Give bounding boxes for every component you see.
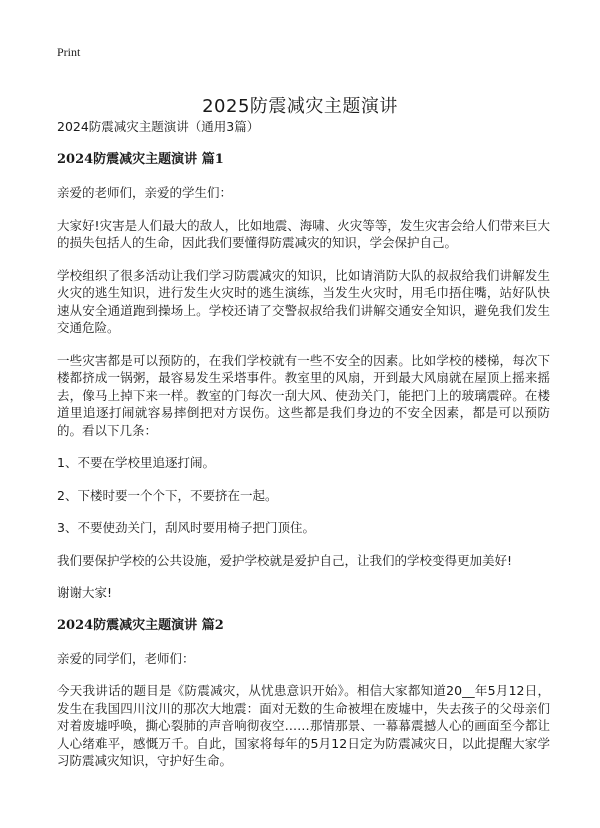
- paragraph: 学校组织了很多活动让我们学习防震减灾的知识，比如请消防大队的叔叔给我们讲解发生火灾的逃生知识，进行发生火灾时的逃生演练，当发生火灾时，用毛巾捂住嘴，站好队快速从安全通道跑到操场上。学校还请了交警叔叔给我们讲解交通安全知识，避免我们发生交通危险。: [57, 267, 550, 335]
- paragraph: 大家好!灾害是人们最大的敌人，比如地震、海啸、火灾等等，发生灾害会给人们带来巨大的损失包括人的生命，因此我们要懂得防震减灾的知识，学会保护自己。: [57, 217, 550, 250]
- section-2: [57, 617, 550, 770]
- paragraph: 我们要保护学校的公共设施，爱护学校就是爱护自己，让我们的学校变得更加美好!: [57, 552, 513, 568]
- print-link[interactable]: Print: [57, 45, 81, 59]
- document-body: [57, 118, 550, 785]
- section-heading: 2024防震减灾主题演讲 篇1: [57, 152, 224, 167]
- salutation: 亲爱的同学们，老师们：: [57, 650, 195, 666]
- page-title: 2025防震减灾主题演讲: [202, 96, 398, 118]
- section-1: [57, 151, 550, 602]
- closing: 谢谢大家!: [57, 585, 113, 600]
- section-heading: 2024防震减灾主题演讲 篇2: [57, 617, 224, 633]
- paragraph: 一些灾害都是可以预防的，在我们学校就有一些不安全的因素。比如学校的楼梯，每次下楼都挤成一锅粥，最容易发生采塔事件。教室里的风扇，开到最大风扇就在屋顶上摇来摇去，像马上掉下来一样。教室的门每次一刮大风、使劲关门，能把门上的玻璃震碎。在楼道里追逐打闹就容易摔倒把对方误伤。这些都是我们身边的不安全因素，都是可以预防的。看以下几条：: [57, 352, 550, 438]
- list-item: 3、不要使劲关门，刮风时要用椅子把门顶住。: [57, 520, 315, 535]
- list-item: 2、下楼时要一个个下，不要挤在一起。: [57, 487, 278, 503]
- document-subtitle: 2024防震减灾主题演讲（通用3篇）: [57, 119, 260, 134]
- list-item: 1、不要在学校里追逐打闹。: [57, 455, 215, 470]
- paragraph: 今天我讲话的题目是《防震减灾，从忧患意识开始》。相信大家都知道20__年5月12日，发生在我国四川汶川的那次大地震：面对无数的生命被埋在废墟中，失去孩子的父母亲们对着废墟呼唤，撕心裂肺的声音响彻夜空……那情那景、一幕幕震撼人心的画面至今都让人心绪难平，感慨万千。自此，国家将每年的5月12日定为防震减灾日，以此提醒大家学习防震减灾知识，守护好生命。: [57, 683, 550, 768]
- salutation: 亲爱的老师们，亲爱的学生们：: [57, 185, 233, 200]
